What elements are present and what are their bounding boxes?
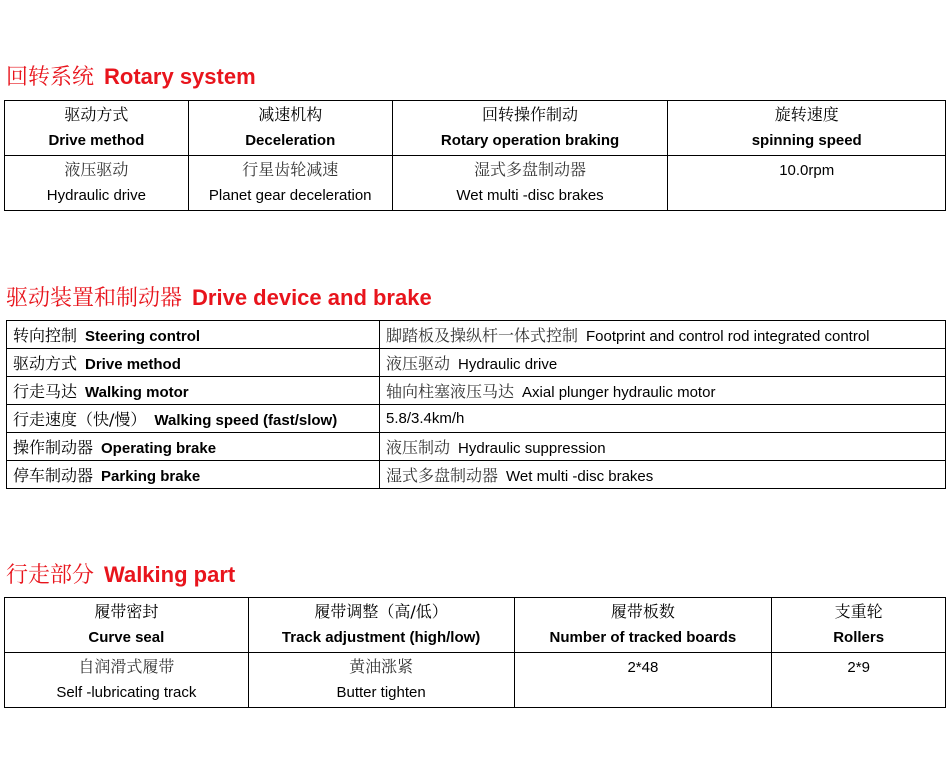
header-cell: 履带调整（高/低） Track adjustment (high/low) bbox=[248, 598, 514, 653]
header-cell: 履带板数 Number of tracked boards bbox=[514, 598, 772, 653]
table-header-row bbox=[5, 101, 946, 156]
walking-title-en: Walking part bbox=[104, 562, 236, 587]
key-cell: 转向控制 Steering control bbox=[7, 321, 380, 349]
table-row bbox=[7, 433, 946, 461]
rotary-table bbox=[4, 100, 946, 211]
rotary-title-cn: 回转系统 bbox=[6, 65, 95, 90]
key-cell: 操作制动器 Operating brake bbox=[7, 433, 380, 461]
header-cell: 旋转速度 spinning speed bbox=[668, 101, 946, 156]
value-cell: 行星齿轮减速 Planet gear deceleration bbox=[188, 156, 392, 211]
value-cell: 轴向柱塞液压马达 Axial plunger hydraulic motor bbox=[380, 377, 946, 405]
value-cell: 5.8/3.4km/h bbox=[380, 405, 946, 433]
key-cell: 停车制动器 Parking brake bbox=[7, 461, 380, 489]
walking-title-cn: 行走部分 bbox=[6, 563, 95, 588]
header-cell: 减速机构 Deceleration bbox=[188, 101, 392, 156]
walking-table bbox=[4, 597, 946, 708]
value-cell: 黄油涨紧 Butter tighten bbox=[248, 653, 514, 708]
value-cell: 自润滑式履带 Self -lubricating track bbox=[5, 653, 249, 708]
value-cell: 2*9 bbox=[772, 653, 946, 708]
value-cell: 液压制动 Hydraulic suppression bbox=[380, 433, 946, 461]
header-cell: 支重轮 Rollers bbox=[772, 598, 946, 653]
table-row bbox=[7, 461, 946, 489]
value-cell: 脚踏板及操纵杆一体式控制 Footprint and control rod integrated control bbox=[380, 321, 946, 349]
table-row bbox=[7, 405, 946, 433]
key-cell: 驱动方式 Drive method bbox=[7, 349, 380, 377]
drive-section-title bbox=[6, 281, 432, 312]
value-cell: 液压驱动 Hydraulic drive bbox=[5, 156, 189, 211]
drive-table bbox=[6, 320, 946, 489]
table-header-row bbox=[5, 598, 946, 653]
table-row bbox=[5, 653, 946, 708]
value-cell: 液压驱动 Hydraulic drive bbox=[380, 349, 946, 377]
drive-title-en: Drive device and brake bbox=[192, 285, 432, 310]
walking-section-title bbox=[6, 558, 235, 589]
value-cell: 湿式多盘制动器 Wet multi -disc brakes bbox=[380, 461, 946, 489]
value-cell: 10.0rpm bbox=[668, 156, 946, 211]
value-cell: 2*48 bbox=[514, 653, 772, 708]
header-cell: 回转操作制动 Rotary operation braking bbox=[392, 101, 668, 156]
table-row bbox=[7, 349, 946, 377]
header-cell: 履带密封 Curve seal bbox=[5, 598, 249, 653]
drive-title-cn: 驱动装置和制动器 bbox=[6, 286, 183, 311]
table-row bbox=[5, 156, 946, 211]
key-cell: 行走马达 Walking motor bbox=[7, 377, 380, 405]
header-cell: 驱动方式 Drive method bbox=[5, 101, 189, 156]
rotary-title-en: Rotary system bbox=[104, 64, 256, 89]
key-cell: 行走速度（快/慢） Walking speed (fast/slow) bbox=[7, 405, 380, 433]
table-row bbox=[7, 321, 946, 349]
table-row bbox=[7, 377, 946, 405]
rotary-section-title bbox=[6, 60, 256, 91]
value-cell: 湿式多盘制动器 Wet multi -disc brakes bbox=[392, 156, 668, 211]
